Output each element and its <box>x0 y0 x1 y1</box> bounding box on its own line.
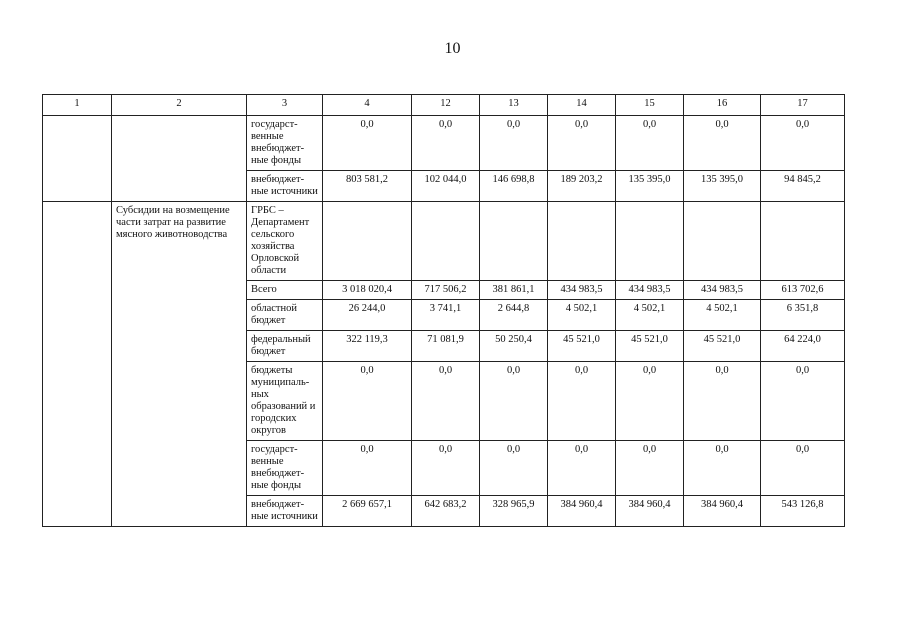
value-cell: 189 203,2 <box>548 171 616 202</box>
column-header: 12 <box>412 95 480 116</box>
value-cell: 0,0 <box>684 362 761 441</box>
column-header: 1 <box>43 95 112 116</box>
value-cell: 0,0 <box>548 362 616 441</box>
value-cell: 0,0 <box>412 362 480 441</box>
budget-table <box>42 94 845 527</box>
table-row <box>43 202 845 281</box>
value-cell: 0,0 <box>323 362 412 441</box>
value-cell: 135 395,0 <box>616 171 684 202</box>
value-cell: 135 395,0 <box>684 171 761 202</box>
event-name: Субсидии на возмещение части затрат на развитие мясного животноводства <box>112 202 247 527</box>
value-cell: 0,0 <box>412 441 480 496</box>
value-cell: 4 502,1 <box>616 300 684 331</box>
value-cell: 4 502,1 <box>684 300 761 331</box>
value-cell: 45 521,0 <box>616 331 684 362</box>
value-cell: 0,0 <box>616 362 684 441</box>
value-cell: 384 960,4 <box>548 496 616 527</box>
value-cell: 384 960,4 <box>684 496 761 527</box>
source-label: государст-венные внебюджет-ные фонды <box>247 116 323 171</box>
value-cell: 0,0 <box>323 441 412 496</box>
value-cell: 0,0 <box>480 362 548 441</box>
column-header: 2 <box>112 95 247 116</box>
source-label: федеральный бюджет <box>247 331 323 362</box>
value-cell: 434 983,5 <box>548 281 616 300</box>
source-label: государст-венные внебюджет-ные фонды <box>247 441 323 496</box>
value-cell: 613 702,6 <box>761 281 845 300</box>
value-cell: 0,0 <box>761 362 845 441</box>
source-label: внебюджет-ные источники <box>247 171 323 202</box>
column-header: 15 <box>616 95 684 116</box>
value-cell: 381 861,1 <box>480 281 548 300</box>
value-cell: 50 250,4 <box>480 331 548 362</box>
value-cell: 0,0 <box>684 441 761 496</box>
header-row <box>43 95 845 116</box>
value-cell: 384 960,4 <box>616 496 684 527</box>
value-cell: 0,0 <box>323 116 412 171</box>
empty-cell <box>412 202 480 281</box>
value-cell: 45 521,0 <box>548 331 616 362</box>
column-header: 17 <box>761 95 845 116</box>
value-cell: 803 581,2 <box>323 171 412 202</box>
value-cell: 0,0 <box>616 116 684 171</box>
value-cell: 434 983,5 <box>616 281 684 300</box>
value-cell: 0,0 <box>480 441 548 496</box>
value-cell: 6 351,8 <box>761 300 845 331</box>
value-cell: 64 224,0 <box>761 331 845 362</box>
value-cell: 71 081,9 <box>412 331 480 362</box>
source-label: областной бюджет <box>247 300 323 331</box>
empty-cell <box>684 202 761 281</box>
value-cell: 0,0 <box>684 116 761 171</box>
column-header: 4 <box>323 95 412 116</box>
value-cell: 2 669 657,1 <box>323 496 412 527</box>
value-cell: 0,0 <box>412 116 480 171</box>
empty-cell <box>323 202 412 281</box>
value-cell: 322 119,3 <box>323 331 412 362</box>
value-cell: 0,0 <box>761 441 845 496</box>
value-cell: 434 983,5 <box>684 281 761 300</box>
empty-cell <box>616 202 684 281</box>
column-header: 3 <box>247 95 323 116</box>
source-label: Всего <box>247 281 323 300</box>
empty-cell <box>548 202 616 281</box>
column-header: 16 <box>684 95 761 116</box>
value-cell: 0,0 <box>548 116 616 171</box>
column-header: 13 <box>480 95 548 116</box>
page-number: 10 <box>444 40 461 57</box>
value-cell: 102 044,0 <box>412 171 480 202</box>
grbs-label: ГРБС – Департамент сельского хозяйства Орловской области <box>247 202 323 281</box>
value-cell: 45 521,0 <box>684 331 761 362</box>
value-cell: 717 506,2 <box>412 281 480 300</box>
value-cell: 543 126,8 <box>761 496 845 527</box>
value-cell: 642 683,2 <box>412 496 480 527</box>
empty-cell <box>761 202 845 281</box>
col2-empty-cell <box>112 116 247 202</box>
column-header: 14 <box>548 95 616 116</box>
value-cell: 3 741,1 <box>412 300 480 331</box>
value-cell: 0,0 <box>480 116 548 171</box>
value-cell: 328 965,9 <box>480 496 548 527</box>
empty-cell <box>480 202 548 281</box>
table-row <box>43 116 845 171</box>
value-cell: 26 244,0 <box>323 300 412 331</box>
value-cell: 146 698,8 <box>480 171 548 202</box>
source-label: бюджеты муниципаль-ных образований и городских округов <box>247 362 323 441</box>
value-cell: 0,0 <box>616 441 684 496</box>
value-cell: 0,0 <box>548 441 616 496</box>
value-cell: 0,0 <box>761 116 845 171</box>
value-cell: 3 018 020,4 <box>323 281 412 300</box>
col1-empty-cell <box>43 202 112 527</box>
value-cell: 4 502,1 <box>548 300 616 331</box>
value-cell: 2 644,8 <box>480 300 548 331</box>
value-cell: 94 845,2 <box>761 171 845 202</box>
source-label: внебюджет-ные источники <box>247 496 323 527</box>
col1-empty-cell <box>43 116 112 202</box>
